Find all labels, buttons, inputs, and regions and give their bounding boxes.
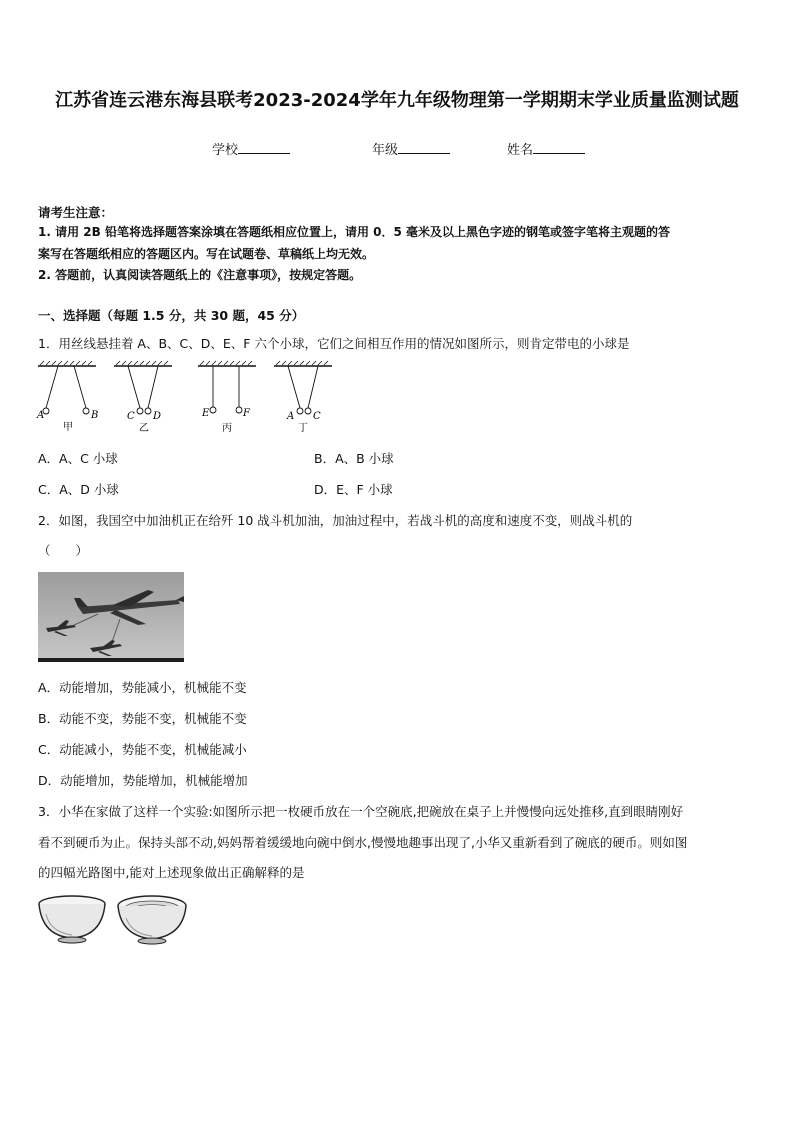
label-jia: 甲: [63, 422, 73, 433]
q3-line-3: 的四幅光路图中,能对上述现象做出正确解释的是: [38, 865, 305, 880]
q3-line-2: 看不到硬币为止。保持头部不动,妈妈帮着缓缓地向碗中倒水,慢慢地趣事出现了,小华又重新看到了碗底的硬币。则如图: [38, 835, 688, 850]
name-field: [507, 139, 585, 158]
q2-option-c[interactable]: C．动能减小，势能不变，机械能减小: [38, 742, 247, 757]
label-b: B: [91, 410, 99, 421]
label-e: E: [202, 408, 210, 419]
q1-figure-yi: [114, 361, 172, 434]
notice-item-2: 2. 答题前，认真阅读答题纸上的《注意事项》，按规定答题。: [38, 268, 362, 282]
q2-paren: （ ）: [38, 543, 89, 558]
student-info-row: [0, 139, 794, 159]
q2-aerial-refueling-photo: [38, 572, 184, 662]
water-bowl: [118, 896, 186, 944]
q1-figure-jia: [36, 361, 98, 433]
label-yi: 乙: [139, 423, 149, 434]
school-blank: [238, 140, 290, 154]
grade-field: [372, 139, 450, 158]
q1-figure: [36, 360, 336, 436]
empty-bowl: [39, 896, 105, 943]
label-ding: 丁: [298, 423, 308, 434]
notice-item-1-line-2: 案写在答题纸相应的答题区内。写在试题卷、草稿纸上均无效。: [38, 247, 375, 261]
q2-option-a[interactable]: A．动能增加，势能减小，机械能不变: [38, 680, 247, 695]
name-blank: [533, 140, 585, 154]
notice-heading: 请考生注意：: [38, 205, 114, 220]
q1-option-c[interactable]: C．A、D 小球: [38, 482, 119, 497]
label-bing: 丙: [222, 423, 232, 434]
q1-figure-bing: [198, 361, 256, 434]
label-a: A: [37, 410, 45, 421]
name-label: 姓名: [507, 143, 534, 158]
section-1-heading: 一、选择题（每题 1.5 分，共 30 题，45 分）: [38, 308, 305, 323]
q3-bowls-figure: [36, 892, 192, 948]
notice-item-1-line-1: 1. 请用 2B 铅笔将选择题答案涂填在答题纸相应位置上，请用 0．5 毫米及以上黑色字迹的钢笔或签字笔将主观题的答: [38, 225, 670, 239]
label-c-ding: C: [313, 411, 321, 422]
grade-blank: [398, 140, 450, 154]
label-d: D: [153, 411, 162, 422]
q1-option-a[interactable]: A．A、C 小球: [38, 451, 118, 466]
q1-option-b[interactable]: B．A、B 小球: [314, 451, 394, 466]
q2-option-d[interactable]: D．动能增加，势能增加，机械能增加: [38, 773, 248, 788]
school-label: 学校: [212, 143, 239, 158]
q1-stem: 1．用丝线悬挂着 A、B、C、D、E、F 六个小球，它们之间相互作用的情况如图所示，则肯定带电的小球是: [38, 336, 630, 351]
grade-label: 年级: [372, 143, 399, 158]
q2-stem: 2．如图，我国空中加油机正在给歼 10 战斗机加油，加油过程中，若战斗机的高度和速度不变，则战斗机的: [38, 513, 633, 528]
label-c: C: [127, 411, 135, 422]
label-a-ding: A: [287, 411, 295, 422]
q3-line-1: 3．小华在家做了这样一个实验:如图所示把一枚硬币放在一个空碗底,把碗放在桌子上并慢慢向远处推移,直到眼睛刚好: [38, 804, 684, 819]
school-field: [212, 139, 290, 158]
q1-option-d[interactable]: D．E、F 小球: [314, 482, 393, 497]
label-f: F: [243, 408, 250, 419]
exam-title: 江苏省连云港东海县联考2023-2024学年九年级物理第一学期期末学业质量监测试题: [55, 90, 739, 111]
q2-option-b[interactable]: B．动能不变，势能不变，机械能不变: [38, 711, 247, 726]
q1-figure-ding: [274, 361, 332, 434]
